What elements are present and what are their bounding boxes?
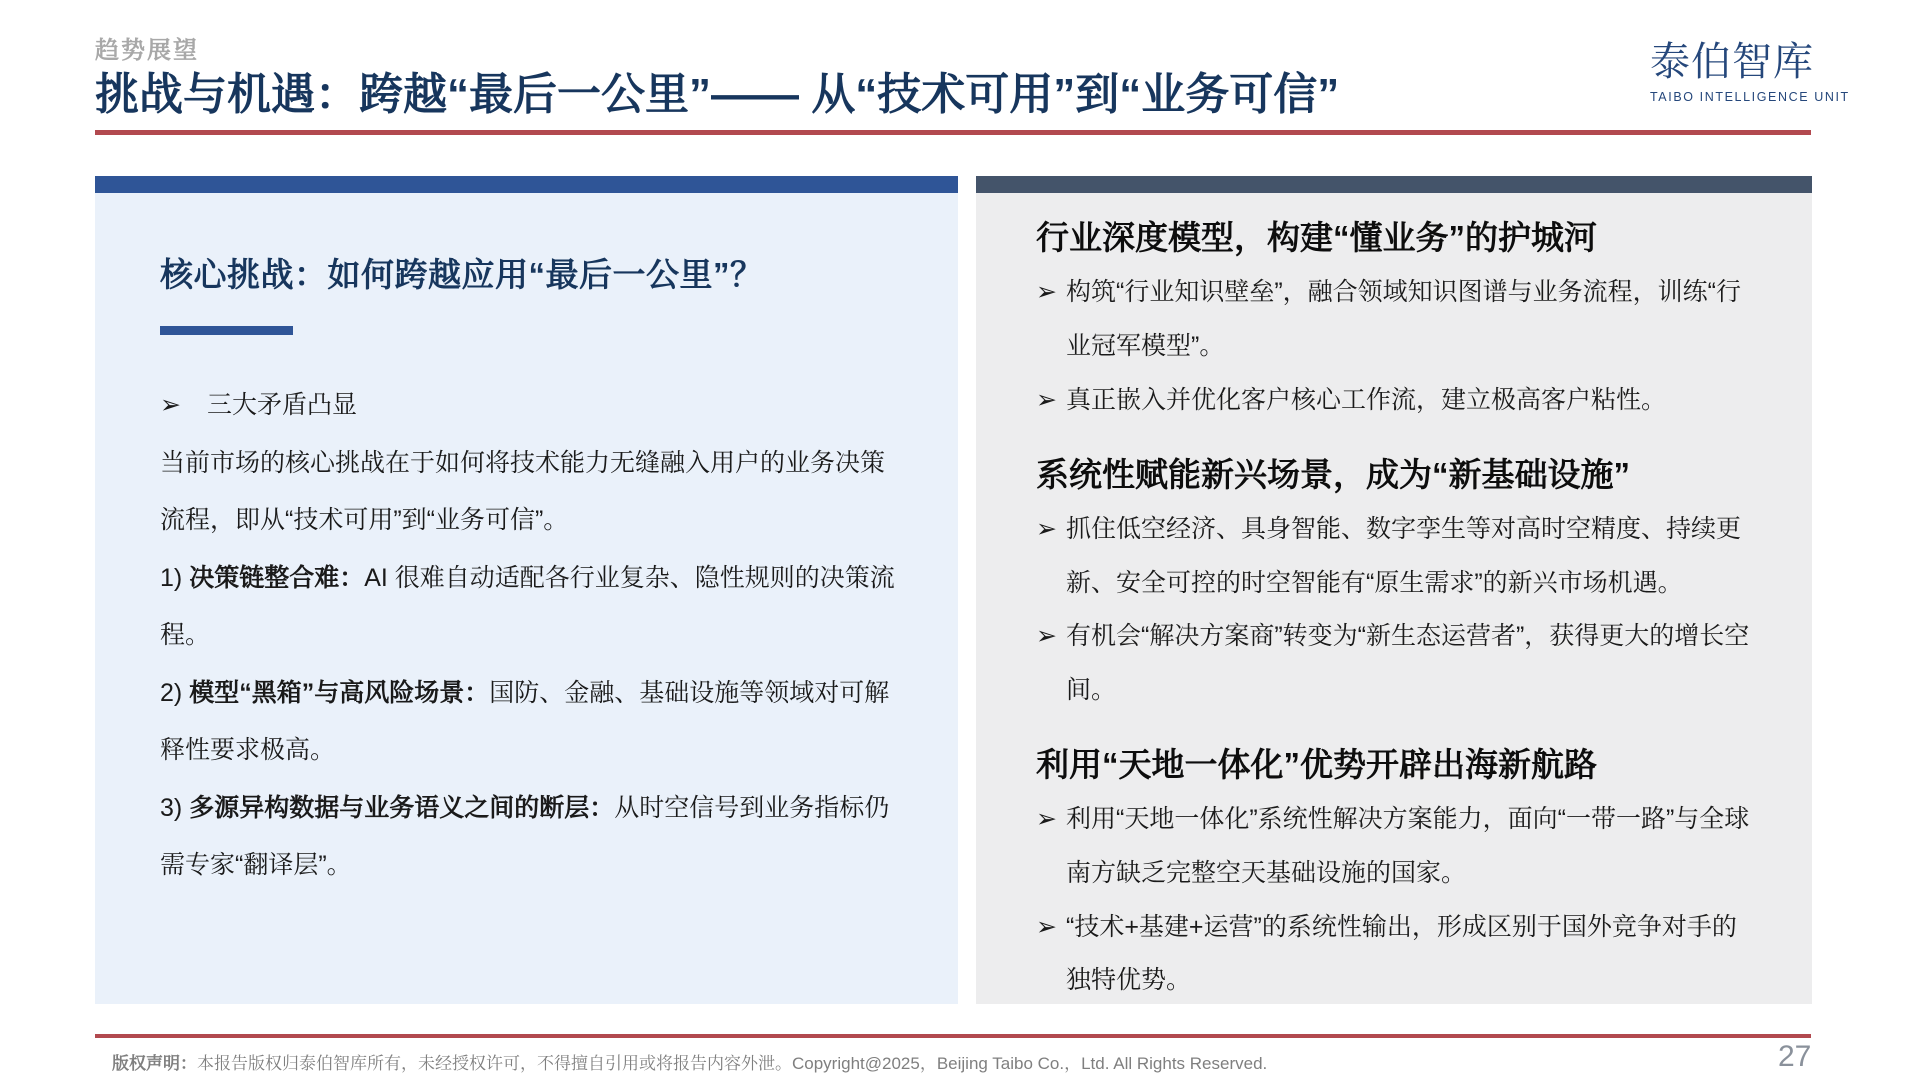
section-title: 利用“天地一体化”优势开辟出海新航路 [1036,745,1597,783]
left-panel-accent-bar [95,176,958,193]
arrow-bullet-icon: ➢ [1036,385,1057,414]
lead-bullet [160,377,898,435]
bullet-item [1036,793,1754,901]
arrow-bullet-icon: ➢ [1036,514,1057,543]
paragraph: 3) 多源异构数据与业务语义之间的断层：从时空信号到业务指标仍需专家“翻译层”。 [160,793,890,879]
arrow-bullet-icon: ➢ [1036,805,1057,833]
title-underline [160,326,293,335]
right-section [1036,217,1754,428]
paragraph: 1) 决策链整合难：AI 很难自动适配各行业复杂、隐性规则的决策流程。 [160,563,895,649]
lead-bullet-text: 三大矛盾凸显 [206,391,357,419]
bullet-text: 利用“天地一体化”系统性解决方案能力，面向“一带一路”与全球南方缺乏完整空天基础设施的国家。 [1066,805,1750,887]
arrow-bullet-icon: ➢ [160,391,181,419]
paragraph: 当前市场的核心挑战在于如何将技术能力无缝融入用户的业务决策流程，即从“技术可用”到“业务可信”。 [160,448,886,534]
bullet-item [1036,610,1754,718]
bullet-item [1036,503,1754,611]
right-section [1036,454,1754,718]
right-panel-opportunities [976,176,1812,1004]
copyright-text [112,1049,1267,1074]
copyright-label: 版权声明： [112,1054,197,1073]
right-section [1036,744,1754,1008]
right-panel-sections [976,193,1812,1008]
copyright-body: 本报告版权归泰伯智库所有，未经授权许可，不得擅自引用或将报告内容外泄。Copyright@2025，Beijing Taibo Co.，Ltd. All Rights Reserved. [197,1054,1268,1073]
logo-tagline: TAIBO INTELLIGENCE UNIT [1650,90,1850,104]
company-logo [1650,40,1880,104]
left-panel-core-challenge [95,176,958,1004]
page-number: 27 [1778,1040,1812,1073]
section-title: 行业深度模型，构建“懂业务”的护城河 [1036,219,1597,256]
logo-wordmark: 泰伯智库 [1650,40,1814,84]
right-panel-accent-bar [976,176,1812,193]
bullet-text: 真正嵌入并优化客户核心工作流，建立极高客户粘性。 [1066,385,1667,414]
arrow-bullet-icon: ➢ [1036,622,1057,651]
bullet-text: 构筑“行业知识壁垒”，融合领域知识图谱与业务流程，训练“行业冠军模型”。 [1066,278,1741,360]
left-panel-title: 核心挑战：如何跨越应用“最后一公里”？ [160,256,764,293]
arrow-bullet-icon: ➢ [1036,278,1057,307]
left-panel-paragraphs [160,435,898,895]
header-divider-rule [95,130,1811,135]
bullet-text: “技术+基建+运营”的系统性输出，形成区别于国外竞争对手的独特优势。 [1066,912,1737,995]
bullet-item [1036,901,1754,1009]
header-eyebrow: 趋势展望 [95,37,199,64]
bullet-item [1036,266,1754,374]
page-title: 挑战与机遇：跨越“最后一公里”—— 从“技术可用”到“业务可信” [95,70,1340,119]
bullet-item [1036,374,1754,428]
bullet-text: 有机会“解决方案商”转变为“新生态运营者”，获得更大的增长空间。 [1066,622,1750,704]
bullet-text: 抓住低空经济、具身智能、数字孪生等对高时空精度、持续更新、安全可控的时空智能有“原生需求”的新兴市场机遇。 [1066,514,1742,597]
section-title: 系统性赋能新兴场景，成为“新基础设施” [1036,455,1630,493]
paragraph: 2) 模型“黑箱”与高风险场景：国防、金融、基础设施等领域对可解释性要求极高。 [160,678,890,764]
left-panel-body [95,193,958,895]
footer-divider-rule [95,1034,1811,1038]
arrow-bullet-icon: ➢ [1036,912,1057,941]
